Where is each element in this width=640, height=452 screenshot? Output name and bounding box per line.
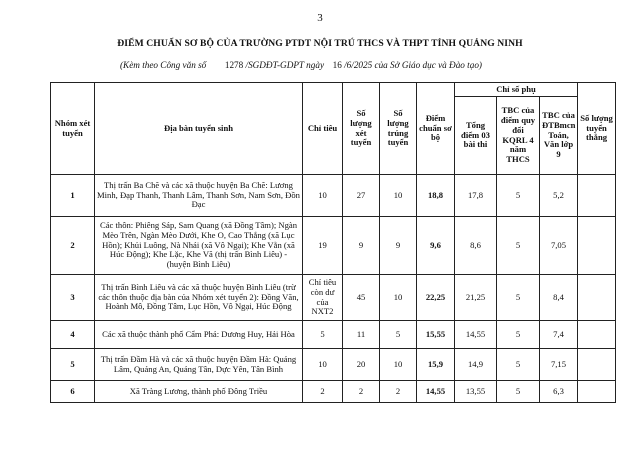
cell-sub-avg: 6,3	[540, 381, 578, 403]
cell-direct	[578, 175, 616, 217]
cell-direct	[578, 381, 616, 403]
header-direct: Số lượng tuyển thẳng	[578, 83, 616, 175]
page-number: 3	[317, 12, 323, 24]
cell-sub-avg: 7,05	[540, 217, 578, 275]
cell-sub-avg: 5,2	[540, 175, 578, 217]
cell-direct	[578, 321, 616, 349]
cell-cutoff: 22,25	[417, 275, 455, 321]
header-group: Nhóm xét tuyển	[51, 83, 95, 175]
subtitle-doc-number: 1278	[224, 60, 244, 70]
cell-applicants: 27	[343, 175, 380, 217]
cell-quota: 10	[303, 349, 343, 381]
cell-group: 6	[51, 381, 95, 403]
cell-quota: 10	[303, 175, 343, 217]
subtitle-suffix: /6/2025 của Sở Giáo dục và Đào tạo)	[344, 60, 482, 70]
header-admitted: Số lượng trúng tuyển	[380, 83, 417, 175]
cell-area: Thị trấn Đầm Hà và các xã thuộc huyện Đầm Hà: Quảng Lâm, Quảng An, Quảng Tân, Dực Yên, Tân Bình	[95, 349, 303, 381]
cell-area: Thị trấn Ba Chẽ và các xã thuộc huyện Ba Chẽ: Lương Minh, Đạp Thanh, Thanh Lâm, Thanh Sơn, Nam Sơn, Đồn Đạc	[95, 175, 303, 217]
cell-quota: 5	[303, 321, 343, 349]
cell-sub-total: 21,25	[455, 275, 497, 321]
table-row	[51, 275, 616, 321]
cell-sub-conduct: 5	[497, 381, 540, 403]
header-sub-avg: TBC của ĐTBmcn Toán, Văn lớp 9	[540, 97, 578, 175]
cell-applicants: 11	[343, 321, 380, 349]
cell-cutoff: 9,6	[417, 217, 455, 275]
cell-sub-avg: 7,4	[540, 321, 578, 349]
table-row	[51, 175, 616, 217]
table-row	[51, 217, 616, 275]
cell-admitted: 2	[380, 381, 417, 403]
cell-quota: 2	[303, 381, 343, 403]
cell-sub-total: 8,6	[455, 217, 497, 275]
header-area: Địa bàn tuyển sinh	[95, 83, 303, 175]
cell-admitted: 9	[380, 217, 417, 275]
cell-area: Các thôn: Phiêng Sáp, Sam Quang (xã Đồng Tâm); Ngàn Mèo Trên, Ngàn Mèo Dưới, Khe O, Cao Thắng (xã Lục Hồn); Khủi Luông, Nà Nhái (xã Vô Ngại); Khe Vằn (xã Húc Động); Khe Lặc, Khe Vă (thị trấn Bình Liêu) - (huyện Bình Liêu)	[95, 217, 303, 275]
cell-sub-total: 17,8	[455, 175, 497, 217]
cell-applicants: 2	[343, 381, 380, 403]
cell-sub-conduct: 5	[497, 217, 540, 275]
cell-sub-total: 14,9	[455, 349, 497, 381]
subtitle-day: 16	[332, 60, 342, 70]
cell-area: Các xã thuộc thành phố Cẩm Phả: Dương Huy, Hải Hòa	[95, 321, 303, 349]
cell-applicants: 45	[343, 275, 380, 321]
cell-sub-avg: 8,4	[540, 275, 578, 321]
table-row	[51, 349, 616, 381]
header-applicants: Số lượng xét tuyển	[343, 83, 380, 175]
cell-area: Xã Tràng Lương, thành phố Đông Triều	[95, 381, 303, 403]
cell-cutoff: 14,55	[417, 381, 455, 403]
cell-direct	[578, 217, 616, 275]
cell-quota: Chỉ tiêu còn dư của NXT2	[303, 275, 343, 321]
cell-cutoff: 18,8	[417, 175, 455, 217]
cell-admitted: 10	[380, 349, 417, 381]
cell-group: 5	[51, 349, 95, 381]
subtitle-middle: /SGDĐT-GDPT ngày	[245, 60, 325, 70]
cell-sub-conduct: 5	[497, 321, 540, 349]
header-sub-group: Chỉ số phụ	[455, 83, 578, 97]
cell-sub-avg: 7,15	[540, 349, 578, 381]
document-title: ĐIỂM CHUẨN SƠ BỘ CỦA TRƯỜNG PTDT NỘI TRÚ THCS VÀ THPT TỈNH QUẢNG NINH	[117, 38, 523, 49]
cell-area: Thị trấn Bình Liêu và các xã thuộc huyện Bình Liêu (trừ các thôn thuộc địa bàn của Nhóm xét tuyển 2): Đồng Văn, Hoành Mô, Đồng Tâm, Lục Hồn, Vô Ngại, Húc Động	[95, 275, 303, 321]
cell-sub-conduct: 5	[497, 349, 540, 381]
cell-group: 3	[51, 275, 95, 321]
cell-group: 1	[51, 175, 95, 217]
cell-sub-total: 14,55	[455, 321, 497, 349]
cell-applicants: 20	[343, 349, 380, 381]
header-cutoff: Điểm chuẩn sơ bộ	[417, 83, 455, 175]
header-sub-total: Tổng điểm 03 bài thi	[455, 97, 497, 175]
admission-table	[50, 82, 616, 403]
document-subtitle	[120, 60, 482, 70]
cell-sub-total: 13,55	[455, 381, 497, 403]
cell-cutoff: 15,55	[417, 321, 455, 349]
cell-admitted: 10	[380, 175, 417, 217]
header-sub-conduct: TBC của điểm quy đổi KQRL 4 năm THCS	[497, 97, 540, 175]
cell-group: 4	[51, 321, 95, 349]
cell-admitted: 10	[380, 275, 417, 321]
cell-admitted: 5	[380, 321, 417, 349]
cell-sub-conduct: 5	[497, 275, 540, 321]
header-quota: Chỉ tiêu	[303, 83, 343, 175]
table-row	[51, 381, 616, 403]
cell-applicants: 9	[343, 217, 380, 275]
cell-quota: 19	[303, 217, 343, 275]
table-row	[51, 321, 616, 349]
cell-sub-conduct: 5	[497, 175, 540, 217]
cell-direct	[578, 275, 616, 321]
cell-cutoff: 15,9	[417, 349, 455, 381]
cell-group: 2	[51, 217, 95, 275]
subtitle-prefix: (Kèm theo Công văn số	[120, 60, 207, 70]
cell-direct	[578, 349, 616, 381]
